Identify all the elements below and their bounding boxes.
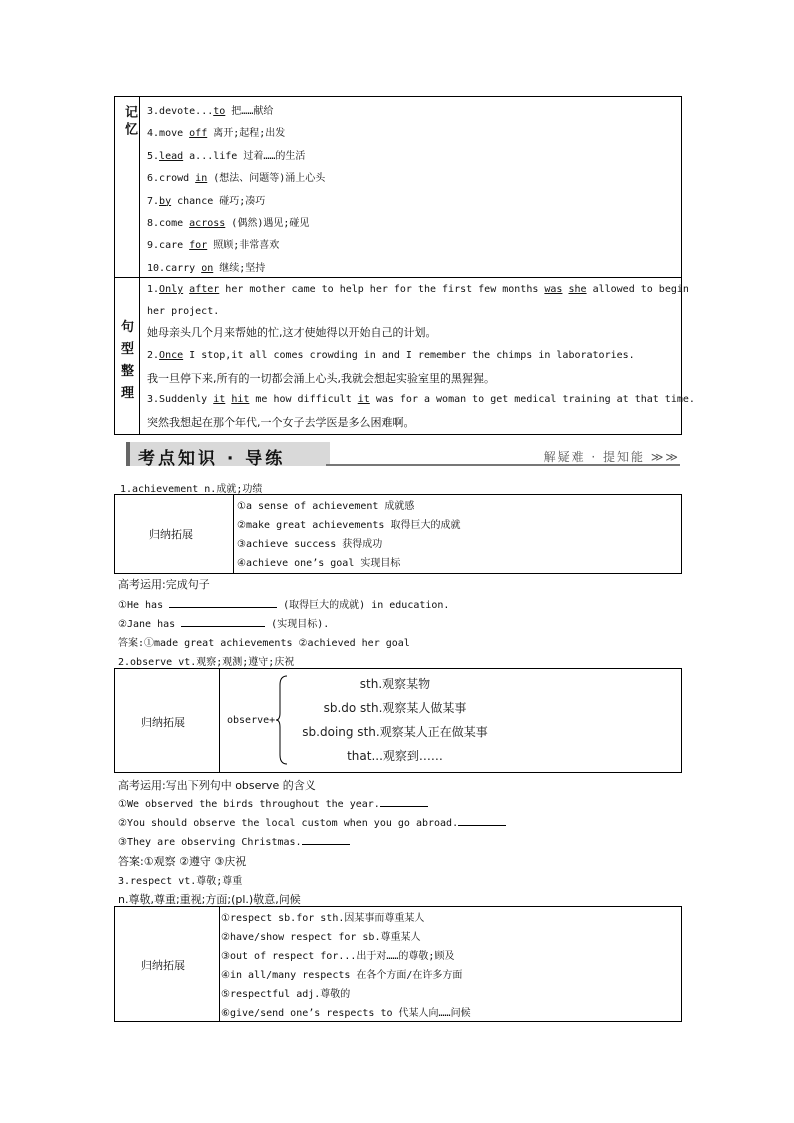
s2-answer: 答案:①观察 ②遵守 ③庆祝 xyxy=(118,855,247,868)
sentence-1: 1.Only after her mother came to help her for the first few months was she allowed to begin xyxy=(147,284,689,295)
sentence-label-2: 型 xyxy=(121,342,135,357)
s1-tag: 归纳拓展 xyxy=(149,528,193,541)
memory-item: 9.care for 照顾;非常喜欢 xyxy=(147,240,280,252)
s2-q3-blank[interactable] xyxy=(302,834,350,845)
s3-item: ①respect sb.for sth.因某事而尊重某人 xyxy=(221,913,425,924)
s2-items xyxy=(285,675,505,769)
memory-label xyxy=(115,97,140,277)
s1-use-title: 高考运用:完成句子 xyxy=(118,578,210,591)
sentence-1-translation: 她母亲头几个月来帮她的忙,这才使她得以开始自己的计划。 xyxy=(147,326,437,339)
s2-question-3: ③They are observing Christmas. xyxy=(118,834,350,848)
s2-tag: 归纳拓展 xyxy=(141,716,185,729)
sentence-label-3: 整 xyxy=(121,364,135,379)
sentence-table xyxy=(114,276,695,435)
sentence-3: 3.Suddenly it hit me how difficult it was for a woman to get medical training at that time. xyxy=(147,394,695,405)
memory-item: 10.carry on 继续;坚持 xyxy=(147,262,266,274)
section-banner xyxy=(114,442,680,468)
s1-table xyxy=(114,494,682,574)
sentence-label xyxy=(115,276,140,434)
s1-item: ④achieve one’s goal 实现目标 xyxy=(237,558,401,569)
s3-item: ⑥give/send one’s respects to 代某人向……问候 xyxy=(221,1008,471,1019)
s2-item-4: that...观察到…… xyxy=(347,749,443,763)
s3-item: ③out of respect for...出于对……的尊敬;顾及 xyxy=(221,951,455,962)
s2-q1-blank[interactable] xyxy=(380,796,428,807)
s2-item-1: sth.观察某物 xyxy=(359,677,431,691)
s3-item: ⑤respectful adj.尊敬的 xyxy=(221,989,351,1000)
s2-question-1: ①We observed the birds throughout the year. xyxy=(118,796,428,810)
memory-item: 7.by chance 碰巧;凑巧 xyxy=(147,195,266,207)
banner-right: 解疑难 · 提知能 ≫≫ xyxy=(543,450,680,464)
s3-item: ④in all/many respects 在各个方面/在许多方面 xyxy=(221,970,463,981)
s2-table xyxy=(114,668,682,773)
s2-item-3: sb.doing sth.观察某人正在做某事 xyxy=(302,725,488,739)
s1-item: ③achieve success 获得成功 xyxy=(237,539,383,550)
s2-word: observe+ xyxy=(227,715,276,726)
s3-item: ②have/show respect for sb.尊重某人 xyxy=(221,932,421,943)
s2-heading: 2.observe vt.观察;观测;遵守;庆祝 xyxy=(118,657,295,668)
s3-tag-cell xyxy=(115,907,220,1021)
sentence-2: 2.Once I stop,it all comes crowding in and I remember the chimps in laboratories. xyxy=(147,350,635,361)
s2-q2-blank[interactable] xyxy=(458,815,506,826)
sentence-3-translation: 突然我想起在那个年代,一个女子去学医是多么困难啊。 xyxy=(147,416,415,429)
s2-use-title: 高考运用:写出下列句中 observe 的含义 xyxy=(118,779,316,792)
s3-heading-2: n.尊敬,尊重;重视;方面;(pl.)敬意,问候 xyxy=(118,893,301,906)
sentence-2-translation: 我一旦停下来,所有的一切都会涌上心头,我就会想起实验室里的黑猩猩。 xyxy=(147,372,495,385)
s1-answer: 答案:①made great achievements ②achieved her goal xyxy=(118,638,410,649)
sentence-label-1: 句 xyxy=(121,320,135,335)
s2-tag-cell xyxy=(115,669,220,772)
s2-item-2: sb.do sth.观察某人做某事 xyxy=(323,701,467,715)
memory-item: 4.move off 离开;起程;出发 xyxy=(147,128,286,140)
memory-item: 6.crowd in (想法、问题等)涌上心头 xyxy=(147,173,326,185)
s1-item: ②make great achievements 取得巨大的成就 xyxy=(237,520,461,531)
s1-question-1: ①He has (取得巨大的成就) in education. xyxy=(118,596,449,611)
memory-list xyxy=(147,102,667,281)
s1-q1-blank[interactable] xyxy=(169,597,277,608)
s1-heading: 1.achievement n.成就;功绩 xyxy=(120,484,263,495)
sentence-label-4: 理 xyxy=(121,386,135,401)
memory-label-text: 记忆 xyxy=(122,105,137,139)
s3-heading: 3.respect vt.尊敬;尊重 xyxy=(118,876,243,887)
memory-item: 8.come across (偶然)遇见;碰见 xyxy=(147,217,310,229)
memory-item: 3.devote...to 把……献给 xyxy=(147,106,274,117)
s2-question-2: ②You should observe the local custom when you go abroad. xyxy=(118,815,506,829)
s1-tag-cell xyxy=(115,495,234,573)
banner-title: 考点知识 · 导练 xyxy=(138,449,286,469)
memory-item: 5.lead a...life 过着……的生活 xyxy=(147,150,306,162)
s1-items xyxy=(237,497,677,573)
s3-table xyxy=(114,906,682,1022)
sentence-1-line2: her project. xyxy=(147,306,220,317)
s3-items xyxy=(221,909,671,1023)
sentence-list xyxy=(147,282,695,430)
banner-title-box xyxy=(126,442,330,469)
s1-question-2: ②Jane has (实现目标). xyxy=(118,615,329,630)
s1-item: ①a sense of achievement 成就感 xyxy=(237,501,415,512)
s1-q2-blank[interactable] xyxy=(181,616,265,627)
s3-tag: 归纳拓展 xyxy=(141,959,185,972)
memory-table xyxy=(114,96,682,278)
